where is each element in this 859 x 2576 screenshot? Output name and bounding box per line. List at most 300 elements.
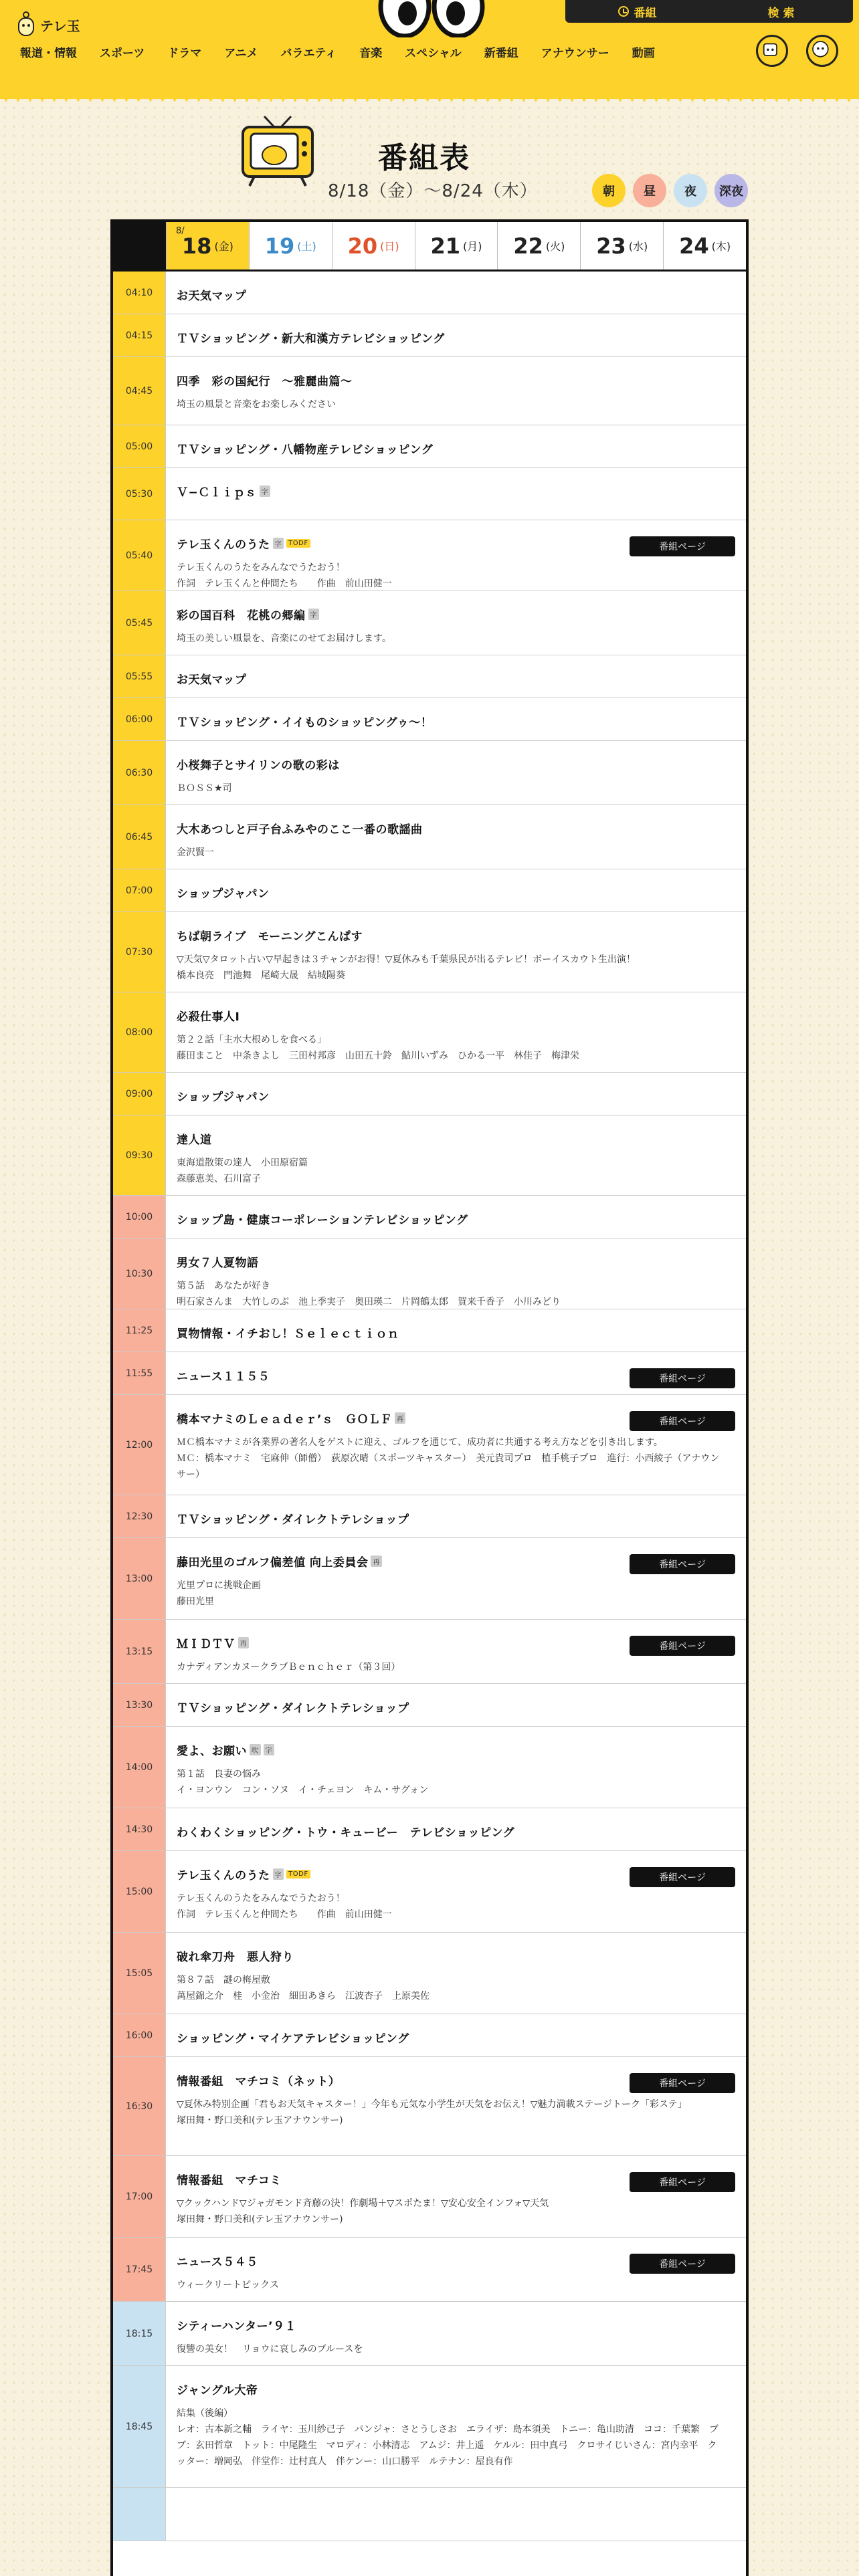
program-description: [177, 1434, 735, 1483]
program-title-text: Ｖ−Ｃｌｉｐｓ: [177, 486, 257, 500]
program-page-button[interactable]: 番組ページ: [630, 1867, 735, 1887]
time-cell: 11:55: [113, 1352, 166, 1394]
day-tab[interactable]: [415, 222, 498, 270]
program-title: [177, 1210, 735, 1227]
program-description: [177, 2195, 735, 2228]
time-cell: 12:00: [113, 1395, 166, 1495]
program-title-text: お天気マップ: [177, 290, 247, 303]
program-badge: 字: [273, 1868, 284, 1880]
program-title: [177, 1510, 735, 1527]
program-title: [177, 1741, 735, 1758]
program-title: [177, 927, 735, 944]
program-description: [177, 1278, 735, 1310]
program-badge: 字: [264, 1744, 275, 1755]
program-row: [113, 272, 746, 314]
site-logo[interactable]: [16, 9, 80, 40]
nav-item[interactable]: 動画: [632, 47, 655, 60]
program-cell[interactable]: [166, 2238, 746, 2301]
program-badge: 再: [371, 1555, 382, 1567]
day-tab[interactable]: [497, 222, 580, 270]
program-description: [177, 952, 735, 984]
program-title: [177, 884, 735, 901]
program-title-text: 小桜舞子とサイリンの歌の彩は: [177, 759, 340, 772]
time-cell: 10:00: [113, 1196, 166, 1238]
time-cell: 05:30: [113, 468, 166, 520]
program-title-text: テレ玉くんのうた: [177, 1869, 270, 1883]
program-title: [177, 1324, 735, 1341]
program-description: [177, 1891, 735, 1923]
program-row: [113, 425, 746, 468]
program-title-text: ＭＩＤＴＶ: [177, 1638, 235, 1651]
program-title-text: ショップ島・健康コーポレーションテレビショッピング: [177, 1214, 468, 1227]
topbar: [565, 0, 853, 23]
program-page-button[interactable]: 番組ページ: [630, 1554, 735, 1574]
program-title: [177, 329, 735, 346]
program-description: [177, 2341, 735, 2357]
program-title-text: 情報番組 マチコミ: [177, 2174, 282, 2187]
day-tab[interactable]: [580, 222, 663, 270]
program-cell[interactable]: [166, 741, 746, 804]
program-title-text: ＴＶショッピング・新大和漢方テレビショッピング: [177, 332, 445, 346]
program-row: [113, 1352, 746, 1395]
program-description: [177, 1766, 735, 1798]
program-cell[interactable]: [166, 2366, 746, 2487]
topbar-schedule-label: 番組: [634, 6, 657, 20]
program-cell[interactable]: [166, 1727, 746, 1808]
program-description-line: 第５話 あなたが好き: [177, 1281, 270, 1291]
program-title-text: テレ玉くんのうた: [177, 538, 270, 552]
program-row: [113, 992, 746, 1073]
program-page-button[interactable]: 番組ページ: [630, 1636, 735, 1656]
program-title-text: 愛よ、お願い: [177, 1745, 247, 1758]
program-cell[interactable]: [166, 520, 746, 591]
day-weekday: (金): [214, 240, 233, 253]
program-title-text: ショップジャパン: [177, 887, 270, 901]
program-cell[interactable]: [166, 425, 746, 467]
program-row: [113, 591, 746, 655]
program-description: [177, 845, 735, 861]
program-row: [113, 2238, 746, 2302]
program-row: [113, 2488, 746, 2541]
program-description-line: 森藤恵美、石川富子: [177, 1174, 261, 1184]
page-title-area: [0, 107, 859, 221]
program-cell[interactable]: [166, 1352, 746, 1394]
program-page-button[interactable]: 番組ページ: [630, 2172, 735, 2192]
program-title-text: 買物情報・イチおし！Ｓｅｌｅｃｔｉｏｎ: [177, 1327, 399, 1341]
logo-text: テレ玉: [40, 17, 80, 34]
program-row: [113, 1115, 746, 1196]
day-weekday: (日): [380, 240, 399, 253]
program-row: [113, 1495, 746, 1538]
program-description-line: 光里プロに挑戦企画: [177, 1580, 261, 1591]
day-tab[interactable]: [166, 222, 249, 270]
program-title: [177, 1130, 735, 1147]
program-title: [177, 1823, 735, 1840]
program-row: [113, 1395, 746, 1495]
time-cell: 04:45: [113, 357, 166, 425]
program-description: [177, 397, 735, 413]
program-page-button[interactable]: 番組ページ: [630, 2073, 735, 2093]
day-tab[interactable]: [332, 222, 415, 270]
time-cell: 11:25: [113, 1309, 166, 1352]
time-cell: 06:00: [113, 698, 166, 740]
program-row: [113, 1538, 746, 1620]
program-title-text: シティーハンター’９１: [177, 2320, 297, 2333]
program-cell[interactable]: [166, 1495, 746, 1537]
program-title: [177, 2317, 735, 2333]
program-title-text: 藤田光里のゴルフ偏差値 向上委員会: [177, 1556, 369, 1570]
schedule-grid: [110, 219, 749, 2576]
topbar-search-link[interactable]: [709, 0, 853, 23]
program-row: [113, 520, 746, 591]
time-cell: 17:45: [113, 2238, 166, 2301]
program-description: [177, 780, 735, 796]
program-row: [113, 468, 746, 520]
program-row: [113, 2057, 746, 2156]
program-title-text: ＴＶショッピング・イイものショッピングゥ〜！: [177, 716, 433, 730]
program-cell[interactable]: [166, 1808, 746, 1850]
program-page-button[interactable]: 番組ページ: [630, 2254, 735, 2274]
program-title-text: ＴＶショッピング・ダイレクトテレショップ: [177, 1513, 409, 1527]
time-cell: 05:45: [113, 591, 166, 655]
nav-item[interactable]: バラエティ: [280, 47, 337, 60]
program-cell[interactable]: [166, 2156, 746, 2237]
day-tabs: [113, 222, 746, 272]
nav-item[interactable]: スペシャル: [405, 47, 462, 60]
day-weekday: (木): [711, 240, 731, 253]
time-cell: 15:05: [113, 1933, 166, 2014]
program-description-line: イ・ヨンウン コン・ソヌ イ・チェヨン キム・サグォン: [177, 1785, 429, 1796]
program-row: [113, 1239, 746, 1309]
program-row: [113, 1933, 746, 2014]
program-title-text: 大木あつしと戸子台ふみやのここ一番の歌謡曲: [177, 823, 423, 837]
program-row: [113, 869, 746, 912]
program-description: [177, 2097, 735, 2129]
time-cell: 05:00: [113, 425, 166, 467]
time-cell: 13:30: [113, 1684, 166, 1726]
program-badge: 再: [238, 1637, 250, 1648]
program-description-line: 作詞 テレ玉くんと仲間たち 作曲 前山田健一: [177, 578, 392, 589]
program-title-text: 情報番組 マチコミ（ネット）: [177, 2075, 341, 2088]
program-description-line: 塚田舞・野口美和(テレ玉アナウンサー): [177, 2115, 343, 2126]
program-row: [113, 1196, 746, 1239]
program-cell[interactable]: [166, 2488, 746, 2541]
program-title-text: 必殺仕事人Ⅰ: [177, 1010, 240, 1024]
day-number: 22: [513, 233, 543, 259]
program-row: [113, 655, 746, 698]
day-number: 24: [679, 233, 709, 259]
program-title-text: 彩の国百科 花桃の郷編: [177, 609, 306, 623]
program-row: [113, 1808, 746, 1851]
program-description-line: 結集（後編）: [177, 2408, 233, 2419]
program-row: [113, 2156, 746, 2238]
teletama-icon[interactable]: [806, 35, 838, 67]
program-cell[interactable]: [166, 1933, 746, 2014]
program-title: [177, 820, 735, 837]
program-cell[interactable]: [166, 2302, 746, 2365]
program-title-text: ＴＶショッピング・八幡物産テレビショッピング: [177, 443, 434, 457]
program-title-text: わくわくショッピング・トウ・キュービー テレビショッピング: [177, 1826, 515, 1840]
program-cell[interactable]: [166, 698, 746, 740]
program-title-text: 橋本マナミのＬｅａｄｅｒ’ｓ ＧＯＬＦ: [177, 1413, 392, 1426]
program-cell[interactable]: [166, 2014, 746, 2056]
program-row: [113, 357, 746, 425]
nav-item[interactable]: 音楽: [359, 47, 383, 60]
program-title: [177, 606, 735, 623]
time-cell: 16:30: [113, 2057, 166, 2155]
time-cell: 12:30: [113, 1495, 166, 1537]
day-weekday: (土): [297, 240, 316, 253]
program-cell[interactable]: [166, 1851, 746, 1932]
program-row: [113, 741, 746, 805]
program-row: [113, 2014, 746, 2057]
time-cell: 15:00: [113, 1851, 166, 1932]
time-cell: 06:45: [113, 805, 166, 869]
program-title: [177, 1007, 735, 1024]
date-range: 8/18（金）〜8/24（木）: [328, 181, 538, 201]
program-description-line: 第８７話 謎の梅屋敷: [177, 1975, 270, 1985]
time-cell: 17:00: [113, 2156, 166, 2237]
time-of-day-button[interactable]: 昼: [633, 174, 666, 207]
program-description-line: 第２２話「主水大根めしを食べる」: [177, 1035, 326, 1045]
program-badge: TODF: [286, 1870, 310, 1879]
day-month: 8/: [176, 226, 185, 236]
program-description-line: 東海道散策の達人 小田原宿篇: [177, 1158, 308, 1168]
topbar-schedule-link[interactable]: [565, 0, 709, 23]
nav-item[interactable]: ドラマ: [167, 47, 202, 60]
program-description: [177, 2277, 735, 2293]
time-of-day-buttons: [592, 174, 748, 207]
program-description-line: 作詞 テレ玉くんと仲間たち 作曲 前山田健一: [177, 1909, 392, 1920]
nav-item[interactable]: アニメ: [224, 47, 258, 60]
program-title: [177, 2029, 735, 2046]
program-title: [177, 1699, 735, 1715]
tv-icon: [237, 114, 318, 187]
program-title-text: ショッピング・マイケアテレビショッピング: [177, 2032, 409, 2046]
time-cell: 07:30: [113, 912, 166, 992]
program-title-text: ニュース１１５５: [177, 1370, 270, 1384]
program-cell[interactable]: [166, 1684, 746, 1726]
program-badge: TODF: [286, 539, 310, 548]
program-row: [113, 2302, 746, 2366]
day-tabs-corner: [113, 222, 166, 270]
day-tab[interactable]: [249, 222, 332, 270]
program-row: [113, 1851, 746, 1933]
time-cell: 18:15: [113, 2302, 166, 2365]
program-cell[interactable]: [166, 1115, 746, 1195]
program-description: [177, 560, 735, 592]
time-cell: 14:30: [113, 1808, 166, 1850]
day-number: 18: [181, 233, 212, 259]
mascot-icon[interactable]: [756, 35, 788, 67]
time-cell: 14:00: [113, 1727, 166, 1808]
time-cell: 16:00: [113, 2014, 166, 2056]
program-title: [177, 286, 735, 303]
program-title: [177, 2381, 735, 2397]
program-row: [113, 1727, 746, 1808]
program-title-text: ちば朝ライブ モーニングこんぱす: [177, 930, 363, 944]
program-description-line: 橋本良亮 門池舞 尾崎大晟 結城陽葵: [177, 970, 345, 981]
day-number: 21: [430, 233, 461, 259]
nav-item[interactable]: アナウンサー: [541, 47, 609, 60]
program-row: [113, 912, 746, 992]
program-title: [177, 713, 735, 730]
program-cell[interactable]: [166, 1538, 746, 1619]
program-title-text: ショップジャパン: [177, 1091, 270, 1104]
time-cell: 10:30: [113, 1239, 166, 1309]
program-title: [177, 1253, 735, 1270]
main-nav: [20, 43, 666, 60]
program-badge: 再: [395, 1412, 406, 1424]
time-cell: 06:30: [113, 741, 166, 804]
program-cell[interactable]: [166, 357, 746, 425]
nav-item[interactable]: スポーツ: [100, 47, 145, 60]
program-cell[interactable]: [166, 2057, 746, 2155]
program-row: [113, 1684, 746, 1727]
program-badge: 字: [273, 538, 284, 549]
time-of-day-button[interactable]: 朝: [592, 174, 626, 207]
page-title: 番組表: [378, 141, 470, 175]
program-description: [177, 631, 735, 647]
program-description-line: 金沢賢一: [177, 847, 214, 858]
mascot-eyes-icon: [378, 0, 485, 37]
program-description: [177, 1155, 735, 1187]
program-cell[interactable]: [166, 314, 746, 356]
program-row: [113, 314, 746, 357]
program-description: [177, 2405, 735, 2470]
program-cell[interactable]: [166, 1196, 746, 1238]
program-description-line: 第１話 良妻の悩み: [177, 1769, 261, 1780]
program-cell[interactable]: [166, 869, 746, 911]
day-weekday: (水): [628, 240, 648, 253]
program-description-line: ▽天気▽タロット占い▽早起きは３チャンがお得！▽夏休みも千葉県民が出るテレビ！ボーイスカウト生出演！: [177, 954, 636, 965]
header-zigzag-edge: [0, 90, 859, 102]
program-description-line: 埼玉の風景と音楽をお楽しみください: [177, 399, 336, 410]
program-description-line: テレ玉くんのうたをみんなでうたおう！: [177, 562, 345, 573]
nav-item[interactable]: 新番組: [484, 47, 518, 60]
nav-item[interactable]: 報道・情報: [20, 47, 77, 60]
program-title: [177, 1087, 735, 1104]
program-description-line: ▽クックハンド▽ジャガモンド斉藤の決！作劇場＋▽スポたま！▽安心安全インフォ▽天気: [177, 2198, 549, 2209]
program-row: [113, 1620, 746, 1684]
program-description-line: ▽夏休み特別企画「君もお天気キャスター！」今年も元気な小学生が天気をお伝え！▽魅力満載ステージトーク「彩ステ」: [177, 2099, 687, 2110]
program-description-line: 復讐の美女！ リョウに哀しみのブルースを: [177, 2344, 363, 2355]
program-description-line: 藤田まこと 中条きよし 三田村邦彦 山田五十鈴 鮎川いずみ ひかる一平 林佳子 梅津栄: [177, 1051, 579, 1061]
program-badge: 字: [308, 609, 320, 620]
program-row: [113, 2366, 746, 2488]
time-cell: 09:00: [113, 1073, 166, 1115]
time-cell: 08:00: [113, 992, 166, 1072]
day-number: 19: [264, 233, 295, 259]
program-cell[interactable]: [166, 1395, 746, 1495]
time-of-day-button[interactable]: 深夜: [714, 174, 748, 207]
program-description-line: カナディアンカヌークラブＢｅｎｃｈｅｒ（第３回）: [177, 1662, 401, 1673]
program-cell[interactable]: [166, 1309, 746, 1352]
time-cell: 13:15: [113, 1620, 166, 1683]
program-title-text: 達人道: [177, 1134, 212, 1147]
program-description-line: 埼玉の美しい風景を、音楽にのせてお届けします。: [177, 633, 391, 644]
program-title: [177, 483, 735, 500]
program-title: [177, 1947, 735, 1964]
program-rows: [113, 272, 746, 2541]
program-title-text: 四季 彩の国紀行 〜雅麗曲篇〜: [177, 375, 353, 389]
program-page-button[interactable]: 番組ページ: [630, 1368, 735, 1388]
program-cell[interactable]: [166, 1073, 746, 1115]
time-cell: 18:45: [113, 2366, 166, 2487]
program-title: [177, 670, 735, 687]
time-cell: 05:40: [113, 520, 166, 591]
program-description: [177, 1032, 735, 1064]
program-row: [113, 698, 746, 741]
program-description-line: ＭＣ：橋本マナミ 宅麻伸（師僧） 荻原次晴（スポーツキャスター） 美元貴司プロ 植手桃子プロ 進行：小西綾子（アナウンサー）: [177, 1453, 720, 1480]
program-title-text: ジャングル大帝: [177, 2384, 258, 2397]
time-cell: 04:15: [113, 314, 166, 356]
program-description-line: ＢＯＳＳ★司: [177, 783, 232, 794]
program-title-text: 男女７人夏物語: [177, 1257, 259, 1270]
program-cell[interactable]: [166, 468, 746, 520]
program-cell[interactable]: [166, 912, 746, 992]
day-number: 20: [347, 233, 378, 259]
clock-icon: [618, 6, 629, 17]
program-description-line: 萬屋錦之介 桂 小金治 細田あきら 江波杏子 上原美佐: [177, 1991, 430, 2002]
time-cell: 09:30: [113, 1115, 166, 1195]
program-cell[interactable]: [166, 272, 746, 314]
program-row: [113, 1073, 746, 1115]
program-description: [177, 1972, 735, 2004]
program-description: [177, 1578, 735, 1610]
program-cell[interactable]: [166, 1239, 746, 1309]
program-description-line: テレ玉くんのうたをみんなでうたおう！: [177, 1893, 345, 1904]
program-description: [177, 1659, 735, 1675]
program-cell[interactable]: [166, 1620, 746, 1683]
program-cell[interactable]: [166, 805, 746, 869]
program-title: [177, 440, 735, 457]
time-cell: 13:00: [113, 1538, 166, 1619]
mascot-logo-icon: [16, 9, 36, 40]
program-badge: 吹: [250, 1744, 261, 1755]
day-weekday: (火): [545, 240, 565, 253]
time-cell: 04:10: [113, 272, 166, 314]
program-title-text: 破れ傘刀舟 悪人狩り: [177, 1951, 294, 1964]
program-description-line: ウィークリートピックス: [177, 2280, 280, 2290]
time-cell: [113, 2488, 166, 2541]
program-badge: 字: [260, 486, 271, 497]
day-weekday: (月): [463, 240, 482, 253]
program-description-line: 塚田舞・野口美和(テレ玉アナウンサー): [177, 2214, 343, 2225]
program-row: [113, 805, 746, 869]
program-title-text: お天気マップ: [177, 673, 247, 687]
day-tab[interactable]: [663, 222, 746, 270]
program-cell[interactable]: [166, 992, 746, 1072]
program-cell[interactable]: [166, 591, 746, 655]
program-description-line: 藤田光里: [177, 1596, 214, 1607]
program-cell[interactable]: [166, 655, 746, 697]
topbar-search-label: 検 索: [767, 6, 795, 20]
program-page-button[interactable]: 番組ページ: [630, 536, 735, 556]
time-cell: 05:55: [113, 655, 166, 697]
day-number: 23: [596, 233, 626, 259]
program-row: [113, 1309, 746, 1352]
program-title: [177, 756, 735, 772]
time-cell: 07:00: [113, 869, 166, 911]
program-description-line: ＭＣ橋本マナミが各業界の著名人をゲストに迎え、ゴルフを通じて、成功者に共通する考え方などを引き出します。: [177, 1437, 663, 1448]
program-title-text: ニュース５４５: [177, 2256, 258, 2269]
time-of-day-button[interactable]: 夜: [674, 174, 707, 207]
program-description-line: 明石家さんま 大竹しのぶ 池上季実子 奥田瑛二 片岡鶴太郎 賀来千香子 小川みどり: [177, 1297, 561, 1307]
program-page-button[interactable]: 番組ページ: [630, 1411, 735, 1431]
program-description-line: レオ：古本新之輔 ライヤ：玉川紗己子 パンジャ：さとうしさお エライザ：島本須美 トニー：亀山助清 ココ：千葉繁 ブブ：玄田哲章 トット：中尾隆生 マロディ：小林清志 アムジ：井上遥 ケルル：田中真弓 クロサイじいさん：宮内幸平 クッター：増岡弘 伴堂作：辻村真人 伴ケンー：山口勝平 ルテナン：屋良有作: [177, 2424, 719, 2467]
program-title: [177, 372, 735, 389]
